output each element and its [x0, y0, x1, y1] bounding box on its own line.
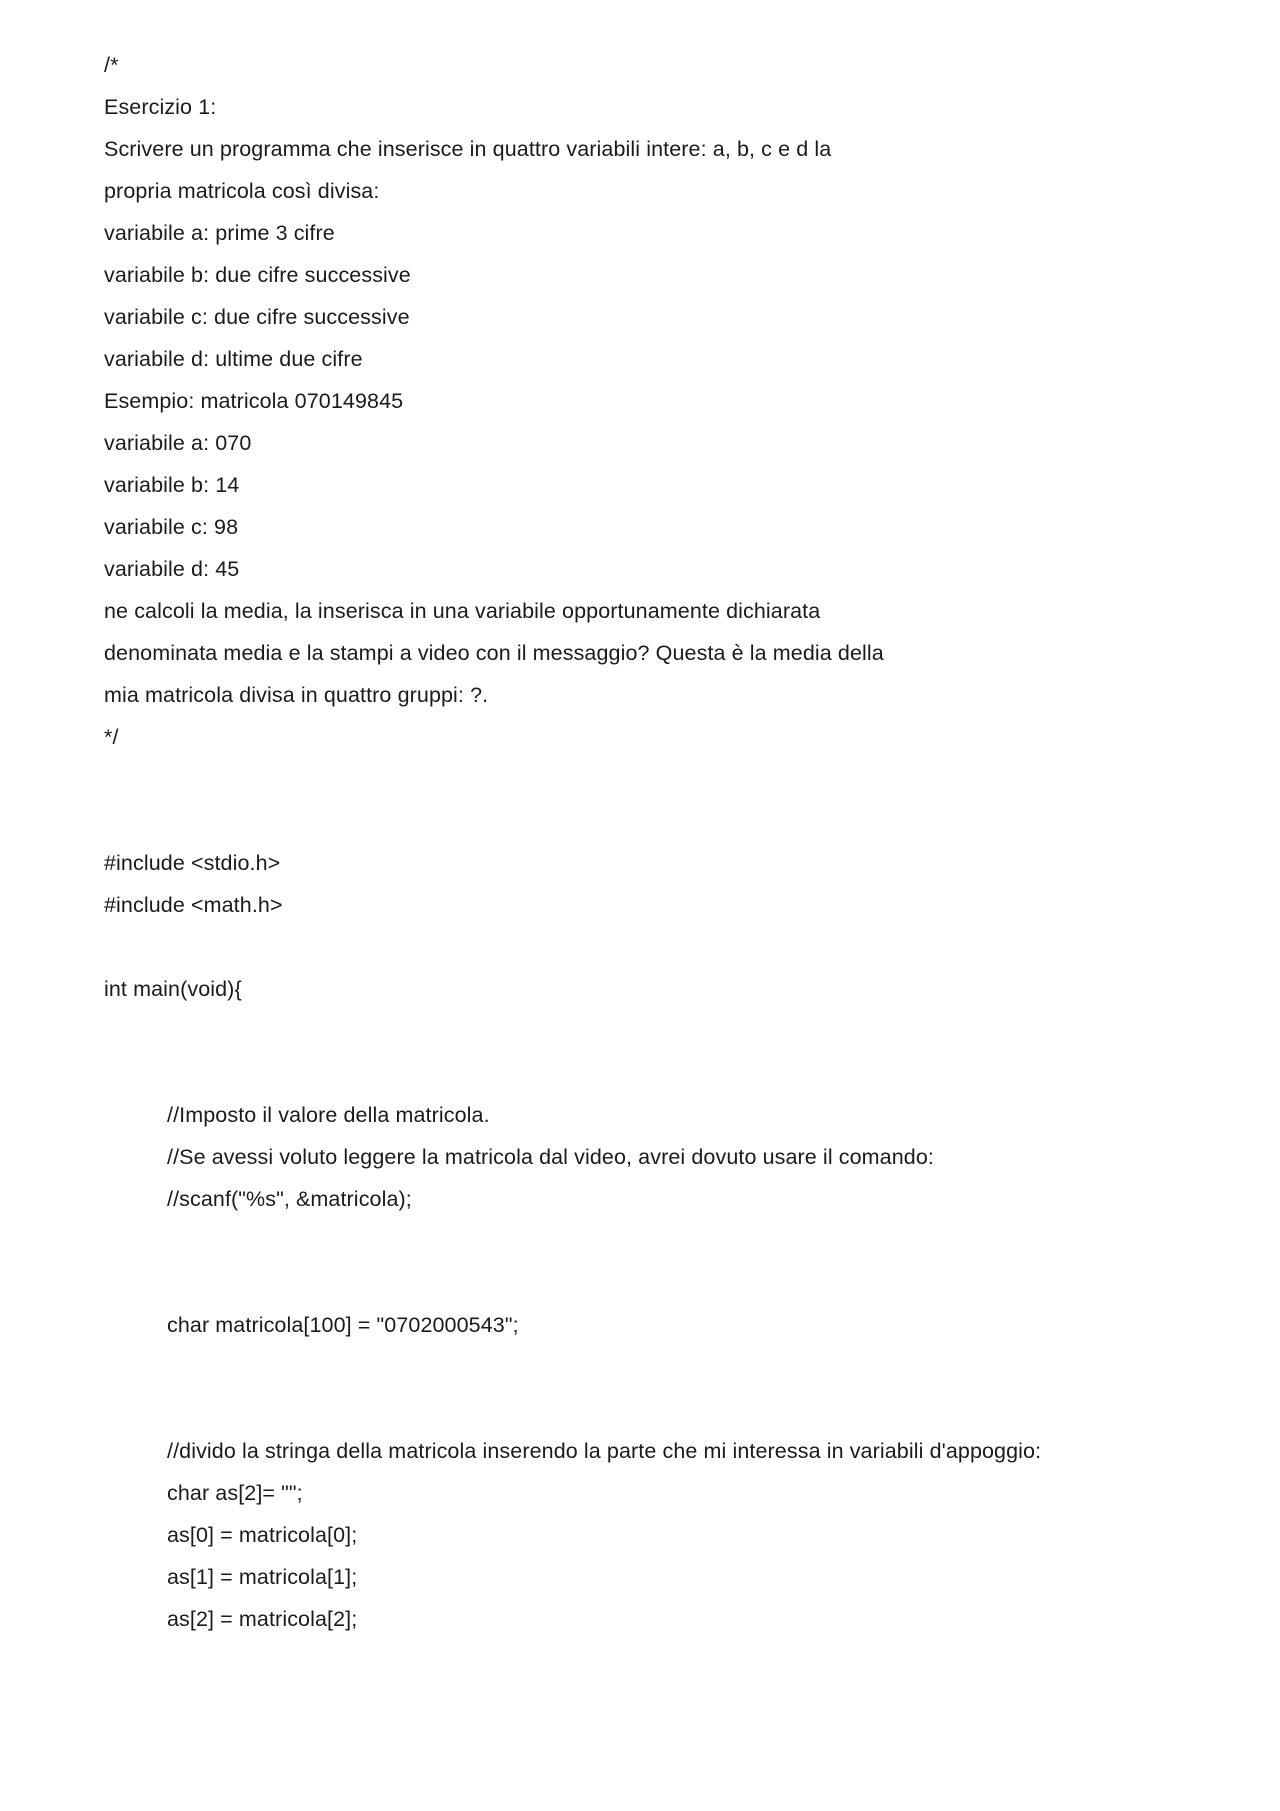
code-line: propria matricola così divisa: [104, 179, 380, 203]
code-line-blank [104, 1010, 1154, 1052]
code-line: mia matricola divisa in quattro gruppi: ?. [104, 683, 489, 707]
code-line: int main(void){ [104, 977, 242, 1001]
code-line: variabile b: due cifre successive [104, 263, 411, 287]
code-line: variabile d: ultime due cifre [104, 347, 363, 371]
code-line-blank [104, 1346, 1154, 1388]
code-line: variabile b: 14 [104, 473, 240, 497]
code-line: as[2] = matricola[2]; [167, 1607, 358, 1631]
code-line: //Imposto il valore della matricola. [167, 1103, 490, 1127]
code-line: ne calcoli la media, la inserisca in una variabile opportunamente dichiarata [104, 599, 821, 623]
code-line: variabile c: due cifre successive [104, 305, 410, 329]
code-line: Esempio: matricola 070149845 [104, 389, 404, 413]
code-line: char matricola[100] = "0702000543"; [167, 1313, 519, 1337]
document-text-body [104, 44, 1154, 1640]
code-line: Esercizio 1: [104, 95, 217, 119]
code-line: //divido la stringa della matricola inserendo la parte che mi interessa in variabili d'appoggio: [167, 1439, 1042, 1463]
code-line: denominata media e la stampi a video con il messaggio? Questa è la media della [104, 641, 884, 665]
code-line-blank [104, 758, 1154, 800]
code-line: as[0] = matricola[0]; [167, 1523, 358, 1547]
code-line-blank [104, 1052, 1154, 1094]
code-line-blank [104, 1262, 1154, 1304]
code-line: */ [104, 725, 119, 749]
code-line: #include <math.h> [104, 893, 283, 917]
code-line: Scrivere un programma che inserisce in quattro variabili intere: a, b, c e d la [104, 137, 832, 161]
code-line-blank [104, 800, 1154, 842]
code-line-blank [104, 1220, 1154, 1262]
code-line: variabile d: 45 [104, 557, 240, 581]
code-line: variabile a: 070 [104, 431, 252, 455]
code-line: #include <stdio.h> [104, 851, 281, 875]
code-line: char as[2]= ""; [167, 1481, 303, 1505]
code-line: //Se avessi voluto leggere la matricola dal video, avrei dovuto usare il comando: [167, 1145, 934, 1169]
code-line-blank [104, 926, 1154, 968]
code-line-blank [104, 1388, 1154, 1430]
code-line: //scanf("%s", &matricola); [167, 1187, 412, 1211]
code-line: variabile a: prime 3 cifre [104, 221, 335, 245]
code-line: /* [104, 53, 119, 77]
code-line: variabile c: 98 [104, 515, 239, 539]
code-line: as[1] = matricola[1]; [167, 1565, 358, 1589]
